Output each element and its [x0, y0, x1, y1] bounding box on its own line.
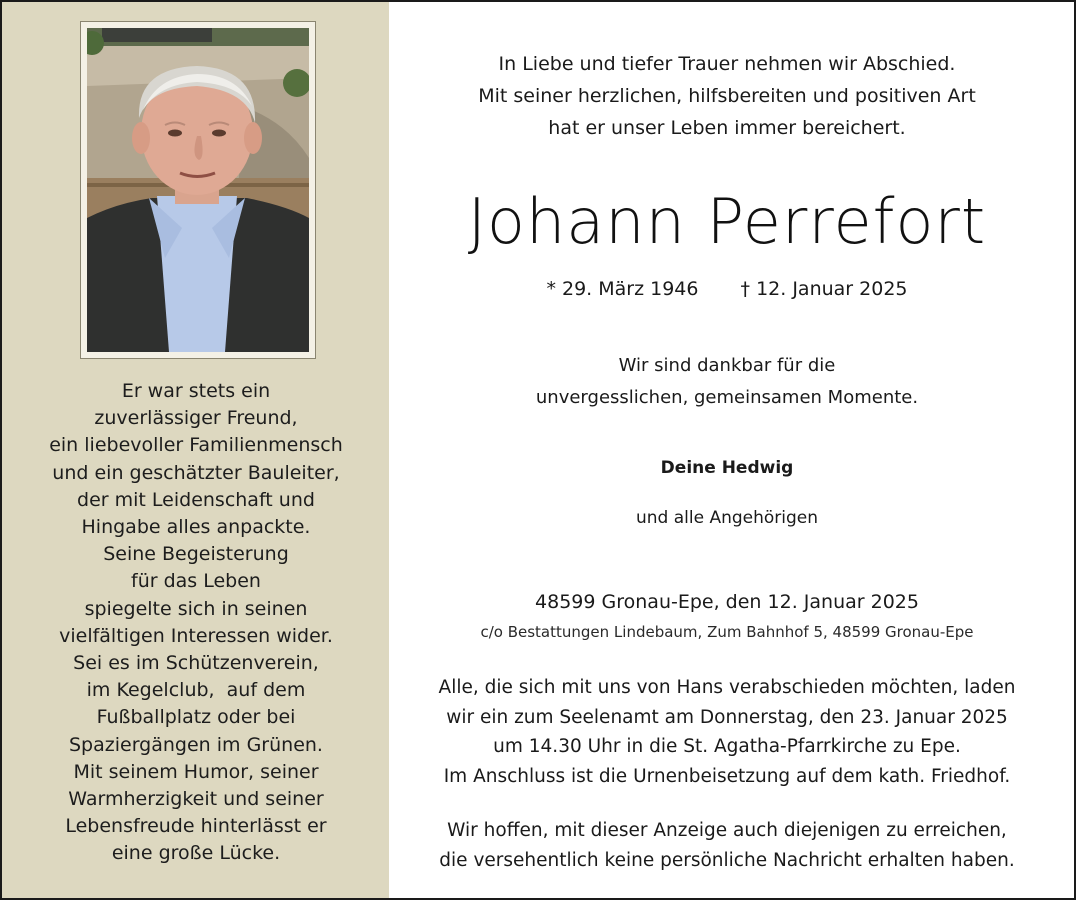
main-panel	[392, 2, 1074, 898]
portrait-frame	[80, 21, 316, 359]
poem-line: Spaziergängen im Grünen.	[69, 733, 323, 756]
ceremony-line: Alle, die sich mit uns von Hans verabschieden möchten, laden	[438, 677, 1016, 698]
contact-address: c/o Bestattungen Lindebaum, Zum Bahnhof 5, 48599 Gronau-Epe	[480, 623, 974, 641]
thanks-line: unvergesslichen, gemeinsamen Momente.	[535, 387, 919, 408]
poem-line: Warmherzigkeit und seiner	[68, 788, 324, 811]
thanks-line: Wir sind dankbar für die	[618, 355, 836, 376]
relatives-text: und alle Angehörigen	[635, 508, 819, 528]
ceremony-text	[392, 673, 1062, 791]
intro-line: In Liebe und tiefer Trauer nehmen wir Abschied.	[498, 53, 956, 75]
poem-line: Er war stets ein	[121, 380, 271, 402]
poem-line: Hingabe alles anpackte.	[81, 516, 311, 539]
poem-line: ein liebevoller Familienmensch	[49, 434, 343, 457]
signer-name: Deine Hedwig	[660, 458, 794, 478]
closing-line: Wir hoffen, mit dieser Anzeige auch diejenigen zu erreichen,	[447, 820, 1007, 841]
life-dates	[392, 274, 1062, 304]
place-date: 48599 Gronau-Epe, den 12. Januar 2025	[535, 591, 919, 613]
poem-line: im Kegelclub, auf dem	[86, 679, 306, 702]
poem-line: für das Leben	[131, 570, 261, 593]
portrait-photo	[87, 28, 309, 352]
poem-line: und ein geschätzter Bauleiter,	[52, 461, 340, 484]
poem-line: Seine Begeisterung	[103, 543, 289, 566]
poem-line: zuverlässiger Freund,	[94, 407, 298, 430]
thanks-text	[392, 350, 1062, 414]
poem-line: der mit Leidenschaft und	[77, 488, 315, 511]
poem-line: eine große Lücke.	[111, 842, 281, 865]
poem-line: Fußballplatz oder bei	[96, 706, 296, 729]
closing-text	[392, 816, 1062, 875]
poem-line: spiegelte sich in seinen	[84, 597, 308, 620]
poem-line: vielfältigen Interessen wider.	[59, 624, 333, 647]
sidebar-panel	[2, 2, 389, 898]
poem-line: Sei es im Schützenverein,	[73, 652, 319, 675]
intro-text	[392, 48, 1062, 144]
intro-line: hat er unser Leben immer bereichert.	[548, 117, 906, 139]
death-date: † 12. Januar 2025	[740, 278, 908, 300]
deceased-name: Johann Perrefort	[467, 185, 987, 258]
ceremony-line: Im Anschluss ist die Urnenbeisetzung auf dem kath. Friedhof.	[443, 765, 1011, 787]
ceremony-line: um 14.30 Uhr in die St. Agatha-Pfarrkirche zu Epe.	[493, 736, 961, 757]
intro-line: Mit seiner herzlichen, hilfsbereiten und positiven Art	[478, 85, 976, 107]
poem-line: Mit seinem Humor, seiner	[73, 760, 319, 783]
ceremony-line: wir ein zum Seelenamt am Donnerstag, den 23. Januar 2025	[446, 706, 1008, 728]
closing-line: die versehentlich keine persönliche Nachricht erhalten haben.	[439, 849, 1015, 871]
poem-line: Lebensfreude hinterlässt er	[65, 815, 327, 838]
tribute-poem	[20, 378, 372, 868]
birth-date: * 29. März 1946	[546, 278, 699, 300]
